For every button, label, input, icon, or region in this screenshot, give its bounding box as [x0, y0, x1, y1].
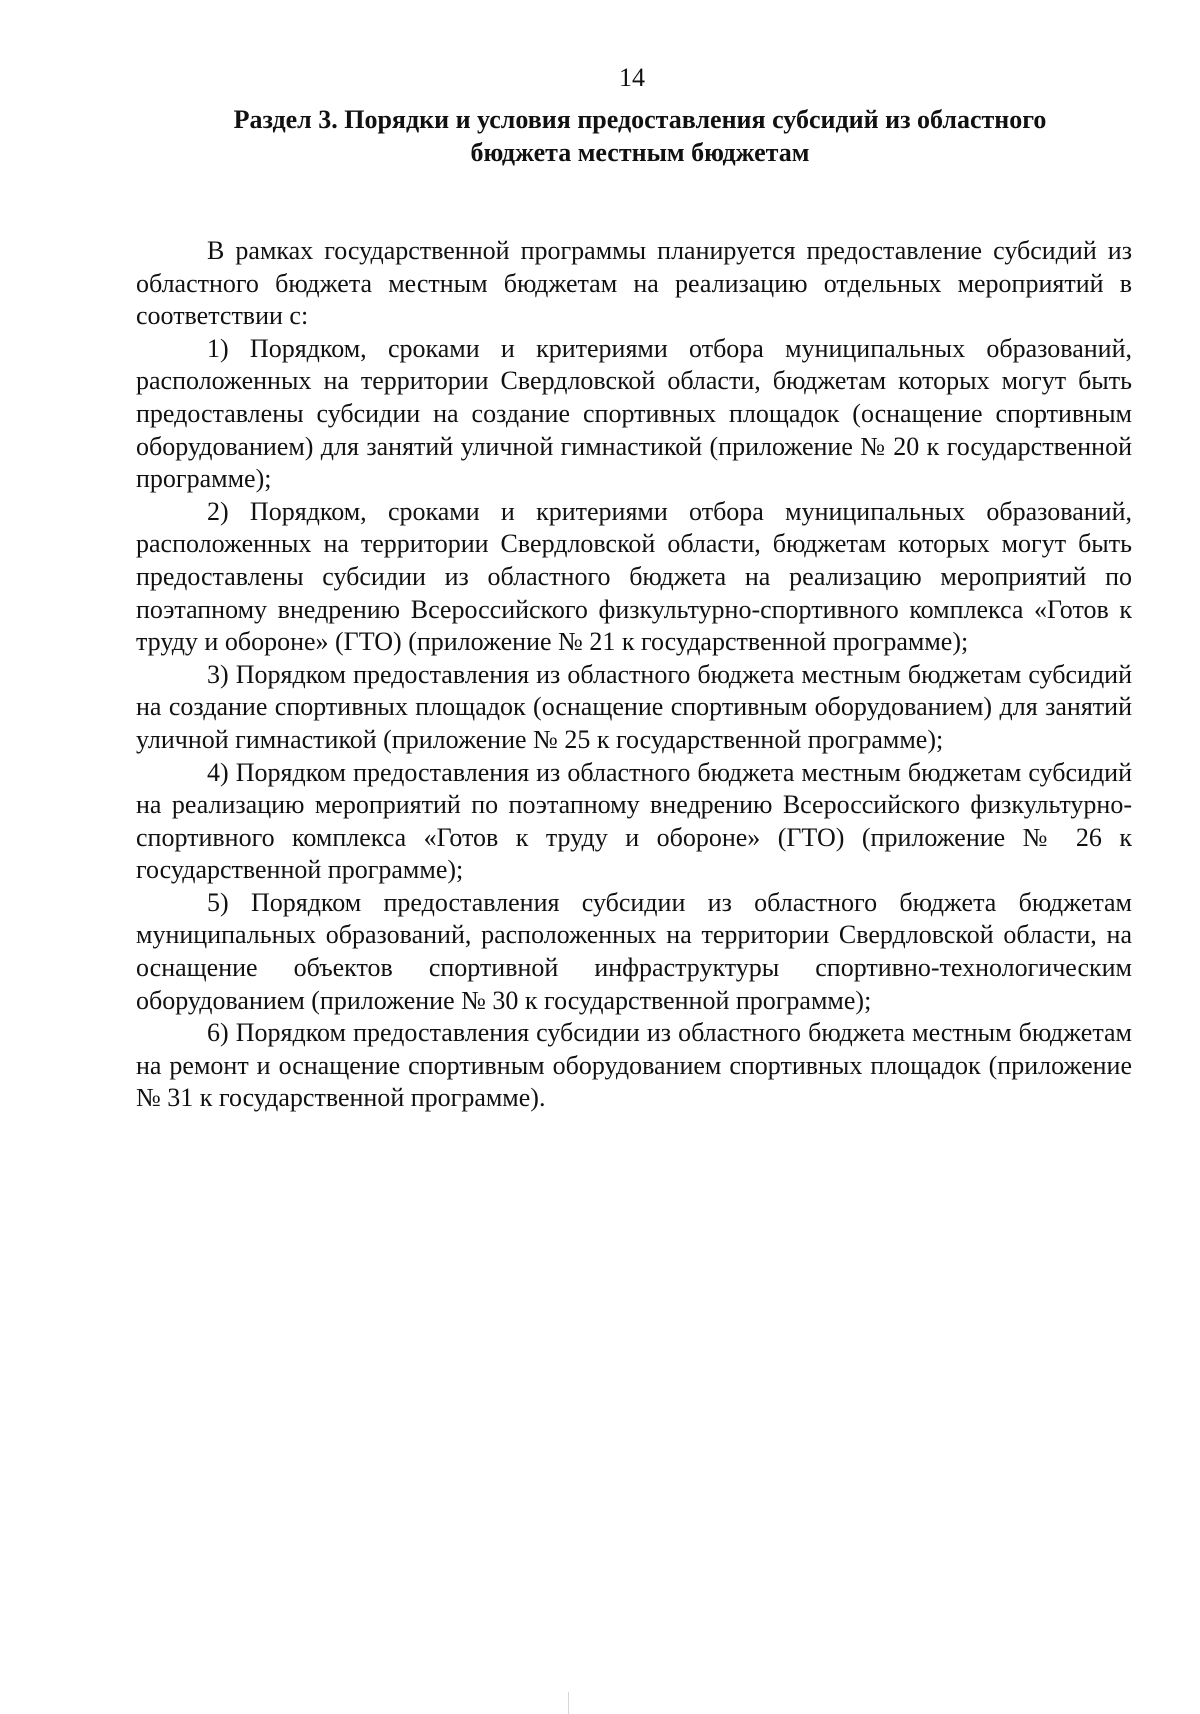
section-title: [170, 103, 1110, 169]
section-title-line-2: бюджета местным бюджетам: [470, 138, 810, 167]
scan-artifact-line: [568, 1692, 569, 1714]
list-item-2: 2) Порядком, сроками и критериями отбора муниципальных образований, расположенных на территории Свердловской области, бюджетам которых могут быть предоставлены субсидии из областного бюджета на реализацию мероприятий по поэтапному внедрению Всероссийского физкультурно-спортивного комплекса «Готов к труду и обороне» (ГТО) (приложение № 21 к государственной программе);: [136, 496, 1132, 657]
list-item-6: 6) Порядком предоставления субсидии из областного бюджета местным бюджетам на ремонт и оснащение спортивным оборудованием спортивных площадок (приложение № 31 к государственной программе).: [136, 1018, 1132, 1113]
list-item-4: 4) Порядком предоставления из областного бюджета местным бюджетам субсидий на реализацию мероприятий по поэтапному внедрению Всероссийского физкультурно-спортивного комплекса «Готов к труду и обороне» (ГТО) (приложение № 26 к государственной программе);: [136, 757, 1132, 885]
list-item-5: 5) Порядком предоставления субсидии из областного бюджета бюджетам муниципальных образований, расположенных на территории Свердловской области, на оснащение объектов спортивной инфраструктуры спортивно-технологическим оборудованием (приложение № 30 к государственной программе);: [136, 887, 1132, 1015]
list-item-3: 3) Порядком предоставления из областного бюджета местным бюджетам субсидий на создание спортивных площадок (оснащение спортивным оборудованием) для занятий уличной гимнастикой (приложение № 25 к государственной программе);: [136, 659, 1132, 754]
list-item-1: 1) Порядком, сроками и критериями отбора муниципальных образований, расположенных на территории Свердловской области, бюджетам которых могут быть предоставлены субсидии на создание спортивных площадок (оснащение спортивным оборудованием) для занятий уличной гимнастикой (приложение № 20 к государственной программе);: [136, 333, 1132, 494]
page-number: 14: [619, 63, 645, 92]
intro-paragraph: В рамках государственной программы планируется предоставление субсидий из областного бюджета местным бюджетам на реализацию отдельных мероприятий в соответствии с:: [136, 236, 1132, 331]
section-title-line-1: Раздел 3. Порядки и условия предоставления субсидий из областного: [233, 105, 1047, 134]
document-body: [136, 235, 1132, 1115]
